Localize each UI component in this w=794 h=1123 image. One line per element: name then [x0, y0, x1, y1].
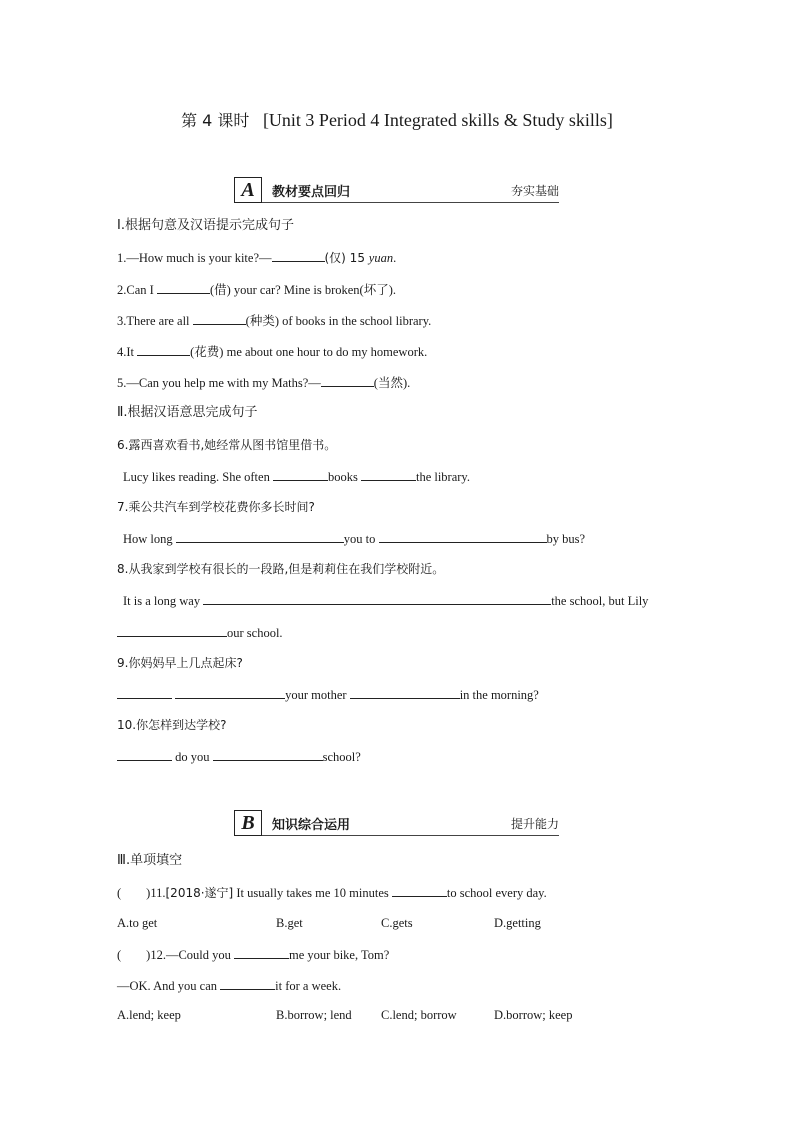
- question-5: 5.—Can you help me with my Maths?— (当然).: [117, 376, 411, 390]
- question-9-prompt: 9.你妈妈早上几点起床?: [117, 656, 243, 670]
- answer-paren[interactable]: ( ): [117, 948, 151, 962]
- answer-blank[interactable]: [157, 281, 210, 294]
- answer-blank[interactable]: [379, 530, 547, 543]
- section-b-letter: B: [234, 810, 262, 836]
- answer-blank[interactable]: [361, 468, 416, 481]
- question-4: 4.It (花费) me about one hour to do my homework.: [117, 345, 428, 359]
- answer-blank[interactable]: [176, 530, 344, 543]
- answer-blank[interactable]: [273, 468, 328, 481]
- question-7: How long you to by bus?: [123, 532, 586, 546]
- question-11: ( )11.[2018·遂宁] It usually takes me 10 minutes to school every day.: [117, 886, 547, 900]
- section-a-letter: A: [234, 177, 262, 203]
- question-2: 2.Can I (借) your car? Mine is broken(坏了).: [117, 283, 396, 297]
- answer-blank[interactable]: [321, 374, 374, 387]
- section-a-tag: 夯实基础: [510, 184, 559, 198]
- section-a-title: 教材要点回归: [272, 185, 351, 200]
- answer-blank[interactable]: [117, 748, 172, 761]
- section-a-rule: [262, 202, 559, 203]
- question-source: [2018·遂宁]: [165, 886, 234, 900]
- q11-option-b[interactable]: B.get: [276, 916, 303, 930]
- question-6-prompt: 6.露西喜欢看书,她经常从图书馆里借书。: [117, 438, 337, 452]
- q12-option-b[interactable]: B.borrow; lend: [276, 1008, 352, 1022]
- page-title: [0, 108, 794, 131]
- section-b-tag: 提升能力: [510, 817, 559, 831]
- answer-blank[interactable]: [220, 977, 275, 990]
- part3-heading: Ⅲ.单项填空: [117, 853, 183, 868]
- section-b-title: 知识综合运用: [272, 818, 351, 833]
- question-10-prompt: 10.你怎样到达学校?: [117, 718, 227, 732]
- answer-blank[interactable]: [175, 686, 285, 699]
- answer-blank[interactable]: [234, 946, 289, 959]
- answer-blank[interactable]: [117, 624, 227, 637]
- lesson-topic: [Unit 3 Period 4 Integrated skills & Study skills]: [262, 110, 613, 130]
- question-12-reply: —OK. And you can it for a week.: [117, 979, 342, 993]
- answer-paren[interactable]: ( ): [117, 886, 151, 900]
- answer-blank[interactable]: [137, 343, 190, 356]
- section-b-banner: [234, 810, 559, 836]
- q11-option-a[interactable]: A.to get: [117, 916, 158, 930]
- answer-blank[interactable]: [392, 884, 447, 897]
- q12-option-d[interactable]: D.borrow; keep: [494, 1008, 573, 1022]
- q11-option-c[interactable]: C.gets: [381, 916, 413, 930]
- q12-option-a[interactable]: A.lend; keep: [117, 1008, 181, 1022]
- answer-blank[interactable]: [272, 249, 325, 262]
- q11-option-d[interactable]: D.getting: [494, 916, 541, 930]
- section-b-rule: [262, 835, 559, 836]
- question-9: your mother in the morning?: [117, 686, 539, 703]
- question-8-cont: our school.: [117, 624, 283, 641]
- answer-blank[interactable]: [117, 686, 172, 699]
- question-8-prompt: 8.从我家到学校有很长的一段路,但是莉莉住在我们学校附近。: [117, 562, 445, 576]
- question-7-prompt: 7.乘公共汽车到学校花费你多长时间?: [117, 500, 315, 514]
- q12-option-c[interactable]: C.lend; borrow: [381, 1008, 457, 1022]
- part1-heading: Ⅰ.根据句意及汉语提示完成句子: [117, 218, 294, 233]
- answer-blank[interactable]: [203, 592, 551, 605]
- question-3: 3.There are all (种类) of books in the school library.: [117, 314, 432, 328]
- answer-blank[interactable]: [193, 312, 246, 325]
- question-8: It is a long way the school, but Lily: [123, 594, 649, 608]
- lesson-number: 第 4 课时: [181, 111, 250, 130]
- answer-blank[interactable]: [350, 686, 460, 699]
- question-6: Lucy likes reading. She often books the library.: [123, 470, 470, 484]
- answer-blank[interactable]: [213, 748, 323, 761]
- part2-heading: Ⅱ.根据汉语意思完成句子: [117, 405, 258, 420]
- question-12: ( )12.—Could you me your bike, Tom?: [117, 948, 390, 962]
- section-a-banner: [234, 177, 559, 203]
- question-1: 1.—How much is your kite?— (仅) 15 yuan.: [117, 251, 397, 265]
- question-10: do you school?: [117, 748, 361, 765]
